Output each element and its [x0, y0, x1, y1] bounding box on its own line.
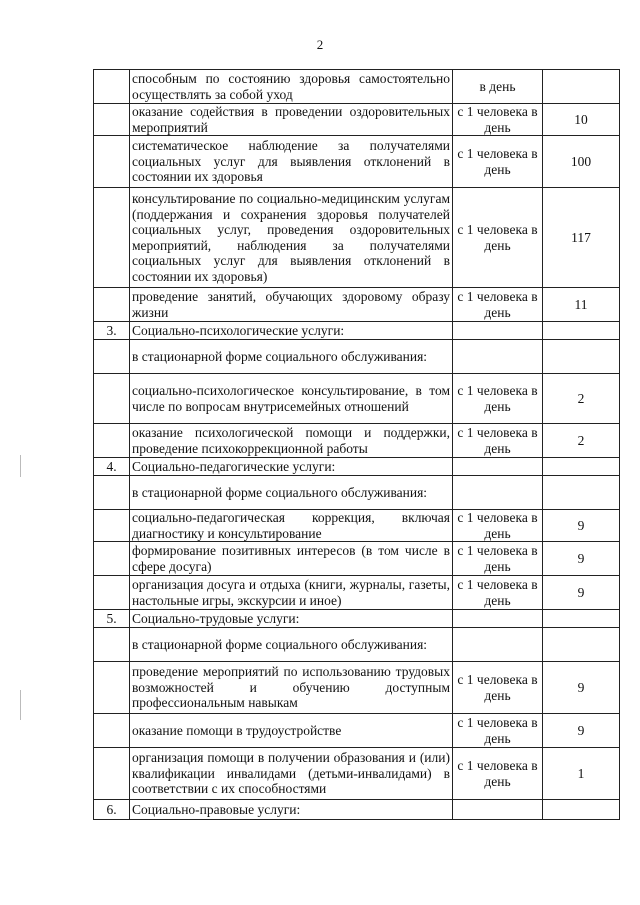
- service-name-cell: формирование позитивных интересов (в том числе в сфере досуга): [130, 542, 453, 576]
- services-table-body: [94, 70, 620, 820]
- service-name-cell: в стационарной форме социального обслуживания:: [130, 340, 453, 374]
- service-name-cell: Социально-психологические услуги:: [130, 322, 453, 340]
- service-name-cell: систематическое наблюдение за получателями социальных услуг для выявления отклонений в состоянии их здоровья: [130, 136, 453, 188]
- service-name-cell: в стационарной форме социального обслуживания:: [130, 628, 453, 662]
- value-cell: 2: [543, 424, 620, 458]
- service-name-cell: проведение занятий, обучающих здоровому образу жизни: [130, 288, 453, 322]
- unit-cell: с 1 человека в день: [453, 424, 543, 458]
- unit-cell: с 1 человека в день: [453, 714, 543, 748]
- row-number-cell: [94, 714, 130, 748]
- unit-cell: с 1 человека в день: [453, 288, 543, 322]
- service-name-cell: организация досуга и отдыха (книги, журналы, газеты, настольные игры, экскурсии и иное): [130, 576, 453, 610]
- value-cell: [543, 476, 620, 510]
- unit-cell: с 1 человека в день: [453, 188, 543, 288]
- row-number-cell: 3.: [94, 322, 130, 340]
- table-row: [94, 748, 620, 800]
- unit-cell: в день: [453, 70, 543, 104]
- table-row: [94, 70, 620, 104]
- service-name-cell: Социально-трудовые услуги:: [130, 610, 453, 628]
- section-row: [94, 800, 620, 820]
- table-row: [94, 288, 620, 322]
- unit-cell: с 1 человека в день: [453, 748, 543, 800]
- row-number-cell: [94, 424, 130, 458]
- row-number-cell: [94, 104, 130, 136]
- value-cell: [543, 340, 620, 374]
- value-cell: 10: [543, 104, 620, 136]
- table-row: [94, 340, 620, 374]
- row-number-cell: [94, 510, 130, 542]
- value-cell: [543, 458, 620, 476]
- unit-cell: с 1 человека в день: [453, 136, 543, 188]
- row-number-cell: [94, 374, 130, 424]
- value-cell: [543, 610, 620, 628]
- row-number-cell: [94, 576, 130, 610]
- table-row: [94, 188, 620, 288]
- table-row: [94, 136, 620, 188]
- services-table: [93, 69, 620, 820]
- row-number-cell: [94, 340, 130, 374]
- value-cell: 117: [543, 188, 620, 288]
- value-cell: [543, 322, 620, 340]
- table-row: [94, 662, 620, 714]
- service-name-cell: организация помощи в получении образования и (или) квалификации инвалидами (детьми-инвалидами) в соответствии с их способностями: [130, 748, 453, 800]
- row-number-cell: [94, 542, 130, 576]
- row-number-cell: [94, 188, 130, 288]
- service-name-cell: Социально-правовые услуги:: [130, 800, 453, 820]
- value-cell: [543, 70, 620, 104]
- row-number-cell: [94, 70, 130, 104]
- value-cell: 1: [543, 748, 620, 800]
- row-number-cell: [94, 136, 130, 188]
- unit-cell: с 1 человека в день: [453, 662, 543, 714]
- table-row: [94, 374, 620, 424]
- unit-cell: с 1 человека в день: [453, 542, 543, 576]
- value-cell: 9: [543, 576, 620, 610]
- unit-cell: [453, 628, 543, 662]
- unit-cell: [453, 476, 543, 510]
- row-number-cell: [94, 662, 130, 714]
- unit-cell: с 1 человека в день: [453, 104, 543, 136]
- table-row: [94, 576, 620, 610]
- value-cell: 9: [543, 542, 620, 576]
- service-name-cell: оказание содействия в проведении оздоровительных мероприятий: [130, 104, 453, 136]
- section-row: [94, 322, 620, 340]
- unit-cell: с 1 человека в день: [453, 576, 543, 610]
- table-row: [94, 510, 620, 542]
- value-cell: 2: [543, 374, 620, 424]
- service-name-cell: консультирование по социально-медицинским услугам (поддержания и сохранения здоровья получателей социальных услуг, проведения оздоровительных мероприятий, наблюдения за получателями социальных услуг для выявления отклонений в состоянии их здоровья): [130, 188, 453, 288]
- unit-cell: [453, 610, 543, 628]
- unit-cell: [453, 458, 543, 476]
- service-name-cell: оказание психологической помощи и поддержки, проведение психокоррекционной работы: [130, 424, 453, 458]
- row-number-cell: [94, 748, 130, 800]
- service-name-cell: способным по состоянию здоровья самостоятельно осуществлять за собой уход: [130, 70, 453, 104]
- service-name-cell: в стационарной форме социального обслуживания:: [130, 476, 453, 510]
- value-cell: 9: [543, 510, 620, 542]
- unit-cell: [453, 800, 543, 820]
- row-number-cell: 5.: [94, 610, 130, 628]
- table-row: [94, 104, 620, 136]
- unit-cell: с 1 человека в день: [453, 510, 543, 542]
- unit-cell: [453, 322, 543, 340]
- row-number-cell: 6.: [94, 800, 130, 820]
- row-number-cell: [94, 288, 130, 322]
- table-row: [94, 714, 620, 748]
- section-row: [94, 458, 620, 476]
- table-row: [94, 628, 620, 662]
- table-row: [94, 424, 620, 458]
- row-number-cell: [94, 628, 130, 662]
- value-cell: [543, 628, 620, 662]
- row-number-cell: [94, 476, 130, 510]
- scan-margin-mark: [20, 690, 21, 720]
- value-cell: 100: [543, 136, 620, 188]
- table-row: [94, 476, 620, 510]
- unit-cell: [453, 340, 543, 374]
- row-number-cell: 4.: [94, 458, 130, 476]
- service-name-cell: Социально-педагогические услуги:: [130, 458, 453, 476]
- table-row: [94, 542, 620, 576]
- value-cell: 11: [543, 288, 620, 322]
- section-row: [94, 610, 620, 628]
- unit-cell: с 1 человека в день: [453, 374, 543, 424]
- value-cell: 9: [543, 662, 620, 714]
- service-name-cell: социально-педагогическая коррекция, включая диагностику и консультирование: [130, 510, 453, 542]
- service-name-cell: социально-психологическое консультирование, в том числе по вопросам внутрисемейных отношений: [130, 374, 453, 424]
- page-number: 2: [316, 37, 324, 52]
- service-name-cell: проведение мероприятий по использованию трудовых возможностей и обучению доступным профессиональным навыкам: [130, 662, 453, 714]
- value-cell: 9: [543, 714, 620, 748]
- value-cell: [543, 800, 620, 820]
- service-name-cell: оказание помощи в трудоустройстве: [130, 714, 453, 748]
- scan-margin-mark: [20, 455, 21, 477]
